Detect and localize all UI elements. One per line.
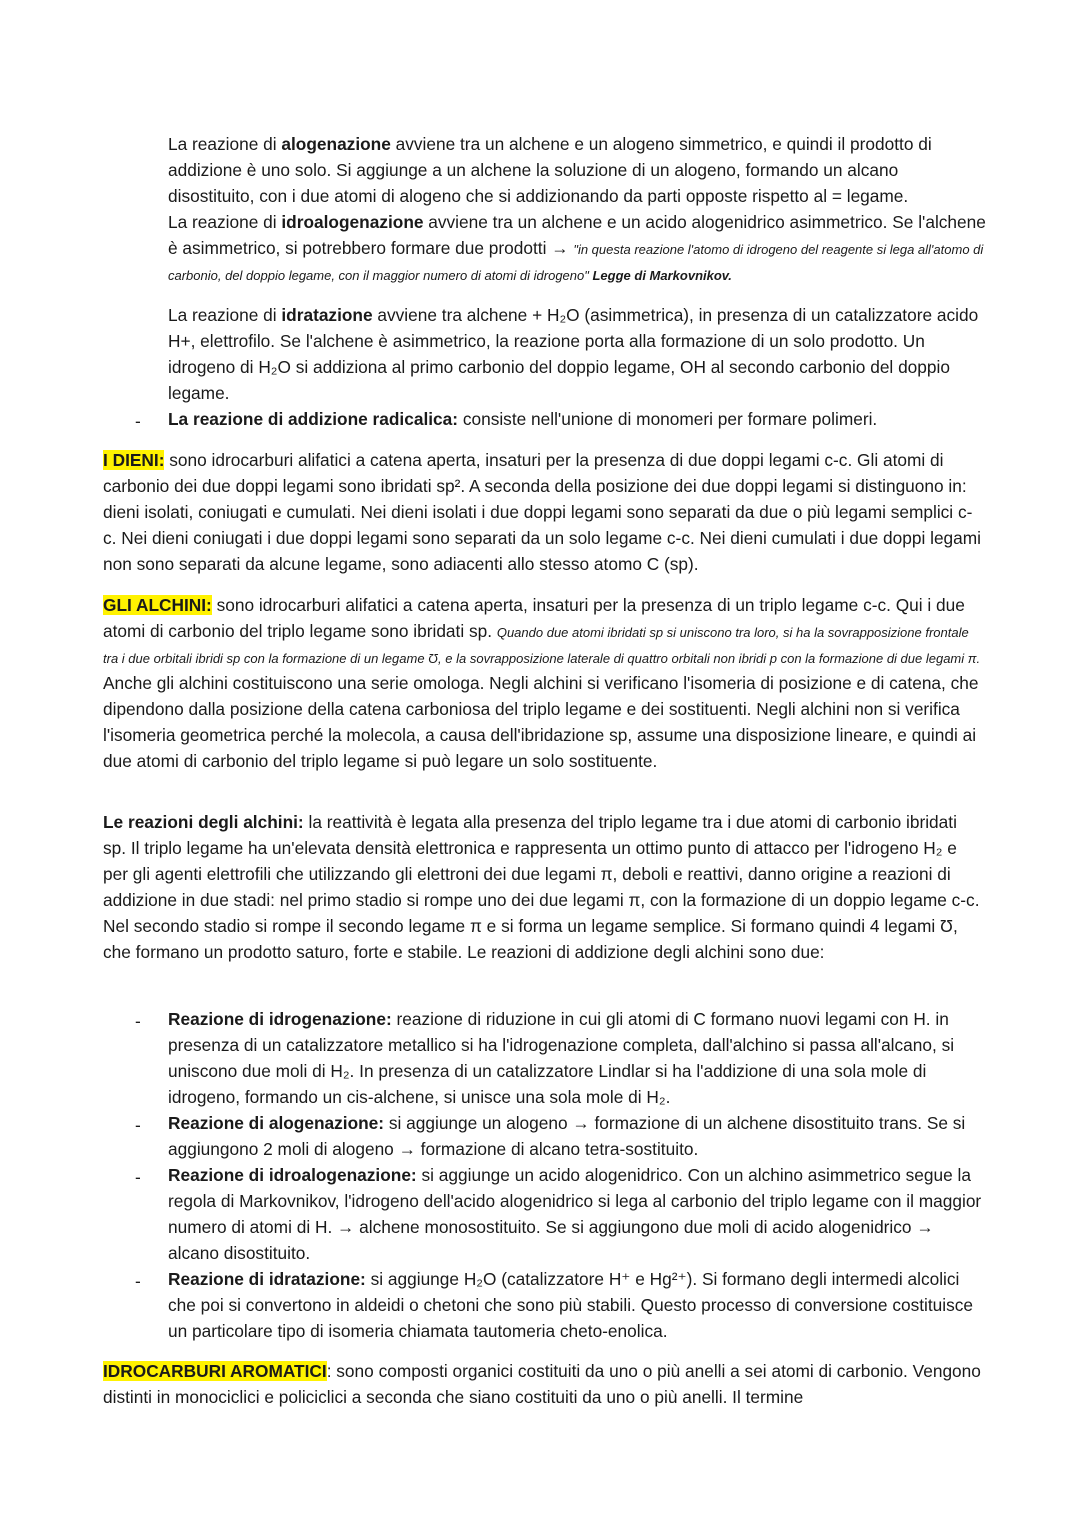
list-dash: -: [135, 411, 141, 431]
list-item: Reazione di idroalogenazione: si aggiunge un acido alogenidrico. Con un alchino asimmetrico segue la regola di Markovnikov, l'idrogeno dell'acido alogenidrico si lega al carbonio del triplo legame con il maggior numero di atomi di H. → alchene monosostituito. Se si aggiungono due moli di acido alogenidrico → alcano disostituito.: [168, 1165, 982, 1263]
aromatici-paragraph: IDROCARBURI AROMATICI: sono composti organici costituiti da uno o più anelli a sei atomi di carbonio. Vengono distinti in monociclici e policiclici a seconda che siano costituiti da uno o più anelli. Il termine: [103, 1361, 981, 1407]
list-item: Reazione di idratazione: si aggiunge H₂O (catalizzatore H⁺ e Hg²⁺). Si formano degli intermedi alcolici che poi si convertono in aldeidi o chetoni che sono più stabili. Questo processo di conversione costituisce un particolare tipo di isomeria chiamata tautomeria cheto-enolica.: [168, 1269, 974, 1341]
list-dash: -: [135, 1115, 141, 1135]
radicalica-item: La reazione di addizione radicalica: consiste nell'unione di monomeri per formare polimeri.: [168, 409, 878, 429]
list-dash: -: [135, 1167, 141, 1187]
idroalogenazione-paragraph: La reazione di idroalogenazione avviene tra un alchene e un acido alogenidrico asimmetrico. Se l'alchene è asimmetrico, si potrebbero formare due prodotti → "in questa reazione l'atomo di idrogeno del reagente si lega all'atomo di carbonio, del doppio legame, con il maggior numero di atomi di idrogeno" Legge di Markovnikov.: [168, 212, 986, 283]
list-dash: -: [135, 1271, 141, 1291]
aromatici-heading: IDROCARBURI AROMATICI: [103, 1361, 327, 1381]
alchini-heading: GLI ALCHINI:: [103, 595, 212, 615]
alogenazione-paragraph: La reazione di alogenazione avviene tra un alchene e un alogeno simmetrico, e quindi il prodotto di addizione è uno solo. Si aggiunge a un alchene la soluzione di un alogeno, formando un alcano disostituito, con i due atomi di alogeno che si addizionando da parti opposte rispetto al = legame.: [168, 134, 932, 206]
list-dash: -: [135, 1011, 141, 1031]
reazioni-paragraph: Le reazioni degli alchini: la reattività è legata alla presenza del triplo legame tra i due atomi di carbonio ibridati sp. Il triplo legame ha un'elevata densità elettronica e rappresenta un ottimo punto di attacco per l'idrogeno H₂ e per gli agenti elettrofili che utilizzando gli elettroni dei due legami π, deboli e reattivi, danno origine a reazioni di addizione in due stadi: nel primo stadio si rompe uno dei due legami π, con la formazione di un doppio legame c-c. Nel secondo stadio si rompe il secondo legame π e si forma un legame semplice. Si formano quindi 4 legami Ʊ, che formano un prodotto saturo, forte e stabile. Le reazioni di addizione degli alchini sono due:: [103, 812, 980, 962]
reazioni-heading: Le reazioni degli alchini:: [103, 812, 304, 832]
dieni-heading: I DIENI:: [103, 450, 165, 470]
list-item: Reazione di idrogenazione: reazione di riduzione in cui gli atomi di C formano nuovi legami con H. in presenza di un catalizzatore metallico si ha l'idrogenazione completa, dall'alchino si passa all'alcano, si uniscono due moli di H₂. In presenza di un catalizzatore Lindlar si ha l'addizione di una sola mole di idrogeno, formando un cis-alchene, si unisce una sola mole di H₂.: [168, 1009, 955, 1107]
alchini-paragraph: GLI ALCHINI: sono idrocarburi alifatici a catena aperta, insaturi per la presenza di un triplo legame c-c. Qui i due atomi di carbonio del triplo legame sono ibridati sp. Quando due atomi ibridati sp si uniscono tra loro, si ha la sovrapposizione frontale tra i due orbitali ibridi sp con la formazione di un legame Ʊ, e la sovrapposizione laterale di quattro orbitali non ibridi p con la formazione di due legami π. Anche gli alchini costituiscono una serie omologa. Negli alchini si verificano l'isomeria di posizione e di catena, che dipendono dalla posizione della catena carboniosa del triplo legame e dei sostituenti. Negli alchini non si verifica l'isomeria geometrica perché la molecola, a causa dell'ibridazione sp, assume una disposizione lineare, e quindi ai due atomi di carbonio del triplo legame si può legare un solo sostituente.: [103, 595, 981, 771]
dieni-paragraph: I DIENI: sono idrocarburi alifatici a catena aperta, insaturi per la presenza di due doppi legami c-c. Gli atomi di carbonio dei due doppi legami sono ibridati sp². A seconda della posizione dei due doppi legami si distinguono in: dieni isolati, coniugati e cumulati. Nei dieni isolati i due doppi legami sono separati da due o più legami semplici c-c. Nei dieni coniugati i due doppi legami sono separati da un solo legame c-c. Nei dieni cumulati i due doppi legami non sono separati da alcune legame, sono adiacenti allo stesso atomo C (sp).: [103, 450, 982, 574]
idratazione-paragraph: La reazione di idratazione avviene tra alchene + H₂O (asimmetrica), in presenza di un catalizzatore acido H+, elettrofilo. Se l'alchene è asimmetrico, la reazione porta alla formazione di un solo prodotto. Un idrogeno di H₂O si addiziona al primo carbonio del doppio legame, OH al secondo carbonio del doppio legame.: [168, 305, 979, 403]
list-item: Reazione di alogenazione: si aggiunge un alogeno → formazione di un alchene disostituito trans. Se si aggiungono 2 moli di alogeno → formazione di alcano tetra-sostituito.: [168, 1113, 966, 1159]
